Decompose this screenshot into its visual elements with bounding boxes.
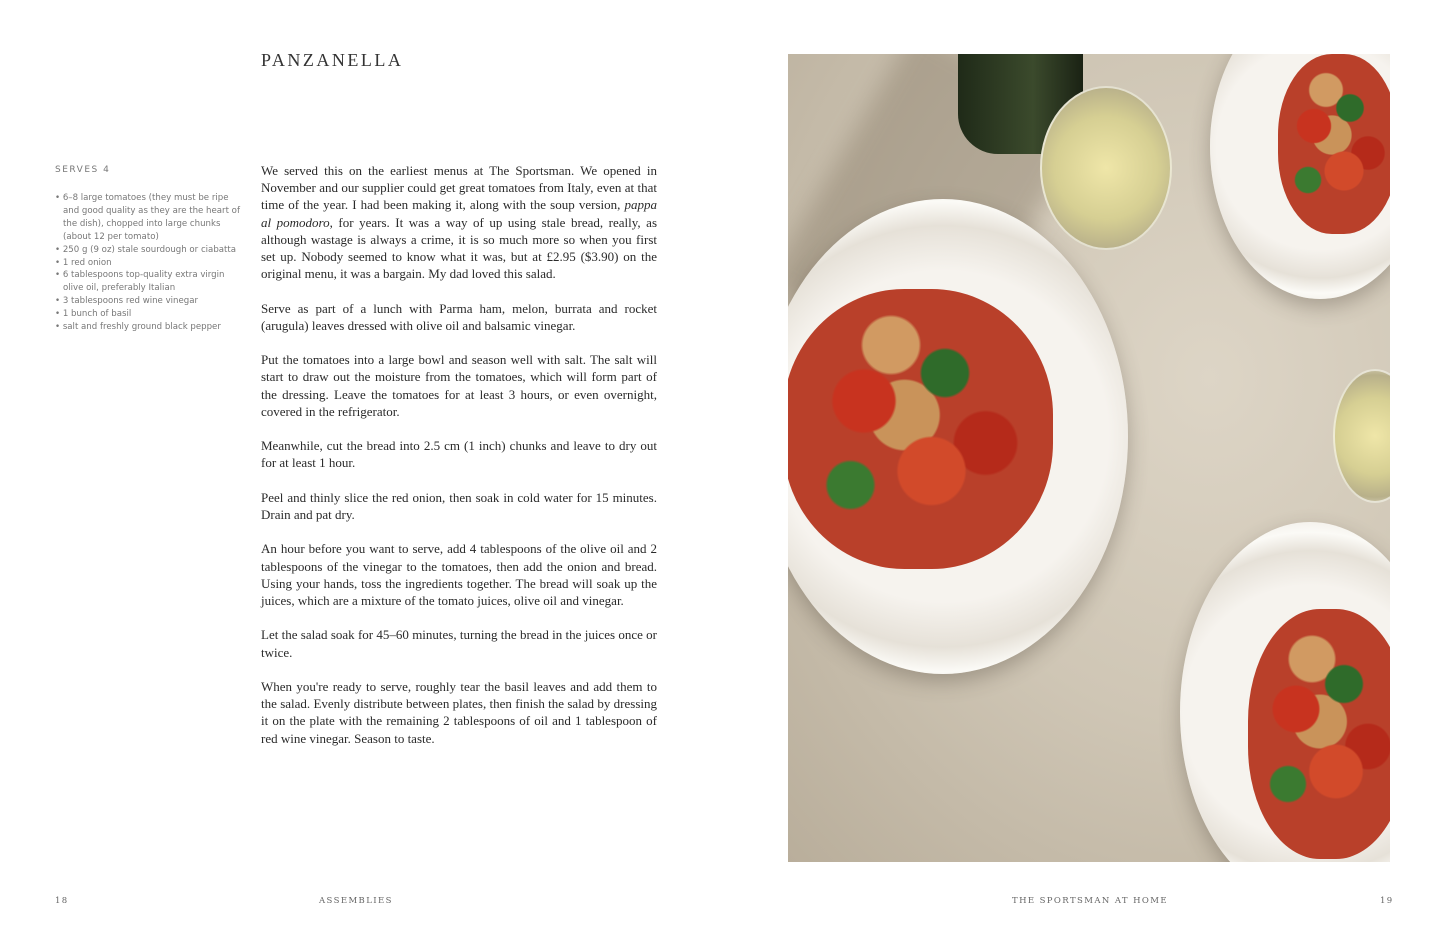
intro-italic: pappa al pomodoro [261,197,657,230]
method-text [261,162,657,764]
section-title-left: ASSEMBLIES [319,896,393,906]
intro-text: , for years. It was a way of up using stale bread, really, as although wastage is always a crime, it is so much more so when you first set up. Nobody seemed to know what it was, but at £2.95 ($3.90) on the original menu, it was a bargain. My dad loved this salad. [261,214,658,282]
paragraph: Put the tomatoes into a large bowl and season well with salt. The salt will start to draw out the moisture from the tomatoes, which will form part of the dressing. Leave the tomatoes for at least 3 hours, or even overnight, covered in the refrigerator. [261,352,657,419]
paragraph: Meanwhile, cut the bread into 2.5 cm (1 inch) chunks and leave to dry out for at least 1 hour. [261,438,657,471]
intro-paragraph [261,162,657,282]
ingredient-item: • 6–8 large tomatoes (they must be ripe and good quality as they are the heart of the dish), chopped into large chunks (about 12 per tomato) [55,192,240,244]
paragraph: An hour before you want to serve, add 4 tablespoons of the olive oil and 2 tablespoons of the vinegar to the tomatoes, then add the onion and bread. Using your hands, toss the ingredients together. The bread will soak up the juices, which are a mixture of the tomato juices, olive oil and vinegar. [261,541,657,608]
serves-label: SERVES 4 [55,165,111,175]
recipe-title: PANZANELLA [261,50,404,70]
salad [788,289,1053,569]
ingredient-item: • salt and freshly ground black pepper [55,321,240,334]
wine-glass [1333,369,1390,503]
salad [1248,609,1390,859]
paragraph: Peel and thinly slice the red onion, then soak in cold water for 15 minutes. Drain and pat dry. [261,489,657,522]
intro-text: We served this on the earliest menus at The Sportsman. We opened in November and our supplier could get great tomatoes from Italy, even at that time of the year. I had been making it, along with the soup version, [261,163,657,213]
ingredient-item: • 6 tablespoons top-quality extra virgin olive oil, preferably Italian [55,269,240,295]
wine-glass [1040,86,1172,250]
section-title-right: THE SPORTSMAN AT HOME [1012,896,1168,906]
ingredient-item: • 1 bunch of basil [55,308,240,321]
paragraph: Serve as part of a lunch with Parma ham, melon, burrata and rocket (arugula) leaves dressed with olive oil and balsamic vinegar. [261,300,657,333]
ingredient-item: • 3 tablespoons red wine vinegar [55,295,240,308]
page-number-left: 18 [55,896,69,906]
paragraph: Let the salad soak for 45–60 minutes, turning the bread in the juices once or twice. [261,627,657,660]
page-number-right: 19 [1380,896,1394,906]
ingredient-item: • 1 red onion [55,257,240,270]
panzanella-photo [788,54,1390,862]
ingredient-item: • 250 g (9 oz) stale sourdough or ciabatta [55,244,240,257]
salad [1278,54,1390,234]
paragraph: When you're ready to serve, roughly tear the basil leaves and add them to the salad. Evenly distribute between plates, then finish the salad by dressing it on the plate with the remaining 2 tablespoons of oil and 1 tablespoon of red wine vinegar. Season to taste. [261,678,657,746]
ingredient-list [55,192,240,334]
